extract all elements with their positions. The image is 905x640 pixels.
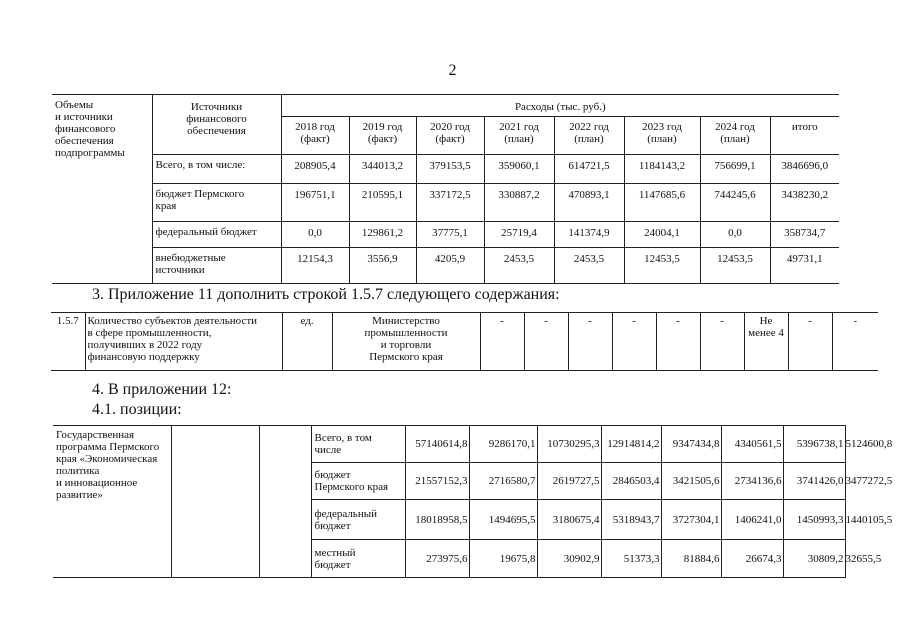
value-cell: 12453,5 bbox=[700, 248, 770, 284]
source-text: внебюджетные источники bbox=[155, 252, 226, 276]
value-cell: 19675,8 bbox=[469, 540, 537, 578]
source-label: федеральный бюджет bbox=[152, 222, 281, 248]
value-cell: 10730295,3 bbox=[537, 426, 601, 463]
responsible-cell bbox=[332, 313, 480, 371]
value-cell: 0,0 bbox=[700, 222, 770, 248]
value-cell: 2453,5 bbox=[484, 248, 554, 284]
indicator-cell bbox=[85, 313, 282, 371]
year-header bbox=[624, 117, 700, 155]
value-cell: 2716580,7 bbox=[469, 463, 537, 500]
appendix-11-row-table bbox=[51, 312, 878, 371]
value-cell: - bbox=[700, 313, 744, 371]
value-cell: 210595,1 bbox=[349, 184, 416, 222]
value-cell: 26674,3 bbox=[721, 540, 783, 578]
program-text: Государственная программа Пермского края «Экономическая политика и инновационное развитие» bbox=[56, 429, 160, 501]
value-cell: 344013,2 bbox=[349, 155, 416, 184]
indicator-text: Количество субъектов деятельности в сфере промышленности, получивших в 2022 году финансовую поддержку bbox=[87, 315, 258, 363]
paragraph-3: 3. Приложение 11 дополнить строкой 1.5.7 следующего содержания: bbox=[92, 286, 560, 303]
value-cell: - bbox=[788, 313, 832, 371]
value-cell: 273975,6 bbox=[405, 540, 469, 578]
value-cell: 24004,1 bbox=[624, 222, 700, 248]
year-header bbox=[281, 117, 349, 155]
value-cell: 3556,9 bbox=[349, 248, 416, 284]
source-label bbox=[152, 248, 281, 284]
value-cell: 3741426,0 bbox=[783, 463, 845, 500]
total-header bbox=[770, 117, 839, 155]
program-funding-table bbox=[53, 425, 893, 578]
value-cell: 358734,7 bbox=[770, 222, 839, 248]
year-header bbox=[416, 117, 484, 155]
value-cell: - bbox=[832, 313, 878, 371]
value-cell: 4205,9 bbox=[416, 248, 484, 284]
value-cell: 18018958,5 bbox=[405, 500, 469, 540]
value-cell: 12914814,2 bbox=[601, 426, 661, 463]
budget-kind bbox=[311, 540, 405, 578]
budget-kind-text: Всего, в том числе bbox=[314, 432, 372, 456]
value-cell: 12154,3 bbox=[281, 248, 349, 284]
value-cell: 3727304,1 bbox=[661, 500, 721, 540]
value-cell: 756699,1 bbox=[700, 155, 770, 184]
value-cell: 81884,6 bbox=[661, 540, 721, 578]
table-row bbox=[52, 248, 839, 284]
value-cell: 330887,2 bbox=[484, 184, 554, 222]
year-2024: 2024 год (план) bbox=[715, 121, 755, 145]
subprogram-funding-table bbox=[52, 94, 839, 284]
year-2020: 2020 год (факт) bbox=[430, 121, 470, 145]
year-2018: 2018 год (факт) bbox=[295, 121, 335, 145]
value-cell: 744245,6 bbox=[700, 184, 770, 222]
value-cell: 5318943,7 bbox=[601, 500, 661, 540]
value-cell: 5396738,1 bbox=[783, 426, 845, 463]
value-cell: 379153,5 bbox=[416, 155, 484, 184]
budget-kind bbox=[311, 426, 405, 463]
paragraph-4-1: 4.1. позиции: bbox=[92, 401, 182, 418]
value-cell: 3180675,4 bbox=[537, 500, 601, 540]
page-number: 2 bbox=[448, 62, 457, 79]
value-cell: 614721,5 bbox=[554, 155, 624, 184]
value-cell: 49731,1 bbox=[770, 248, 839, 284]
value-cell: 3438230,2 bbox=[770, 184, 839, 222]
row-number: 1.5.7 bbox=[51, 313, 85, 371]
value-cell: 208905,4 bbox=[281, 155, 349, 184]
source-text: бюджет Пермского края bbox=[155, 188, 245, 212]
unit-cell: ед. bbox=[282, 313, 332, 371]
year-header bbox=[484, 117, 554, 155]
value-cell: 1184143,2 bbox=[624, 155, 700, 184]
table-row bbox=[52, 184, 839, 222]
value-cell: 30809,2 bbox=[783, 540, 845, 578]
value-cell: 1450993,3 bbox=[783, 500, 845, 540]
value-cell: - bbox=[480, 313, 524, 371]
table-row: местный бюджет 273975,6 19675,8 30902,9 51373,3 81884,6 26674,3 30809,2 32655,5 bbox=[53, 540, 845, 578]
value-cell: - bbox=[656, 313, 700, 371]
value-cell: 359060,1 bbox=[484, 155, 554, 184]
value-cell: 129861,2 bbox=[349, 222, 416, 248]
value-cell: 21557152,3 bbox=[405, 463, 469, 500]
sources-header: Источники финансового обеспечения bbox=[186, 101, 247, 137]
value-cell: 51373,3 bbox=[601, 540, 661, 578]
table-row: Государственная программа Пермского края «Экономическая политика и инновационное развитие» Всего, в том числе 57140614,8 9286170,1 10730295,3 12914814,2 9347434,8 4340561,5 5396738,1 5124600,8 bbox=[53, 426, 845, 463]
empty-cell bbox=[171, 426, 259, 578]
table-row: бюджет Пермского края 21557152,3 2716580,7 2619727,5 2846503,4 3421505,6 2734136,6 3741426,0 3477272,5 bbox=[53, 463, 845, 500]
value-text: Не менее 4 bbox=[748, 315, 784, 339]
year-header bbox=[554, 117, 624, 155]
value-cell bbox=[744, 313, 788, 371]
budget-kind-text: федеральный бюджет bbox=[314, 507, 377, 532]
budget-kind-text: бюджет Пермского края bbox=[314, 469, 389, 493]
expenses-header: Расходы (тыс. руб.) bbox=[281, 95, 839, 117]
value-cell: 1494695,5 bbox=[469, 500, 537, 540]
value-cell: 9286170,1 bbox=[469, 426, 537, 463]
value-cell: 141374,9 bbox=[554, 222, 624, 248]
value-cell: 470893,1 bbox=[554, 184, 624, 222]
budget-kind-text: местный бюджет bbox=[314, 546, 356, 571]
value-cell: 2619727,5 bbox=[537, 463, 601, 500]
budget-kind bbox=[311, 463, 405, 500]
value-cell: 196751,1 bbox=[281, 184, 349, 222]
value-cell: 2734136,6 bbox=[721, 463, 783, 500]
empty-cell bbox=[259, 426, 311, 578]
row-header-cell bbox=[52, 95, 152, 284]
budget-kind bbox=[311, 500, 405, 540]
value-cell: 337172,5 bbox=[416, 184, 484, 222]
source-label: Всего, в том числе: bbox=[152, 155, 281, 184]
value-cell: 37775,1 bbox=[416, 222, 484, 248]
year-header bbox=[700, 117, 770, 155]
paragraph-4: 4. В приложении 12: bbox=[92, 381, 232, 398]
responsible-text: Министерство промышленности и торговли Пермского края bbox=[364, 315, 448, 363]
value-cell: 9347434,8 bbox=[661, 426, 721, 463]
year-2021: 2021 год (план) bbox=[499, 121, 539, 145]
program-cell bbox=[53, 426, 171, 578]
year-2022: 2022 год (план) bbox=[569, 121, 609, 145]
sources-header-cell bbox=[152, 95, 281, 155]
year-header bbox=[349, 117, 416, 155]
table-row bbox=[52, 155, 839, 184]
value-cell: 3846696,0 bbox=[770, 155, 839, 184]
value-cell: 12453,5 bbox=[624, 248, 700, 284]
value-cell: 25719,4 bbox=[484, 222, 554, 248]
value-cell: 1406241,0 bbox=[721, 500, 783, 540]
table-row: федеральный бюджет 18018958,5 1494695,5 3180675,4 5318943,7 3727304,1 1406241,0 1450993,3 1440105,5 bbox=[53, 500, 845, 540]
value-cell: - bbox=[612, 313, 656, 371]
row-header: Объемы и источники финансового обеспечения подпрограммы bbox=[55, 99, 125, 159]
value-cell: 3421505,6 bbox=[661, 463, 721, 500]
source-label bbox=[152, 184, 281, 222]
value-cell: - bbox=[524, 313, 568, 371]
table-row bbox=[51, 313, 878, 371]
table-row bbox=[52, 222, 839, 248]
value-cell: 2453,5 bbox=[554, 248, 624, 284]
year-2019: 2019 год (факт) bbox=[362, 121, 403, 145]
value-cell: 0,0 bbox=[281, 222, 349, 248]
value-cell: 30902,9 bbox=[537, 540, 601, 578]
value-cell: 1147685,6 bbox=[624, 184, 700, 222]
value-cell: - bbox=[568, 313, 612, 371]
value-cell: 2846503,4 bbox=[601, 463, 661, 500]
value-cell: 4340561,5 bbox=[721, 426, 783, 463]
value-cell: 57140614,8 bbox=[405, 426, 469, 463]
year-2023: 2023 год (план) bbox=[642, 121, 682, 145]
total-label: итого bbox=[791, 121, 818, 133]
